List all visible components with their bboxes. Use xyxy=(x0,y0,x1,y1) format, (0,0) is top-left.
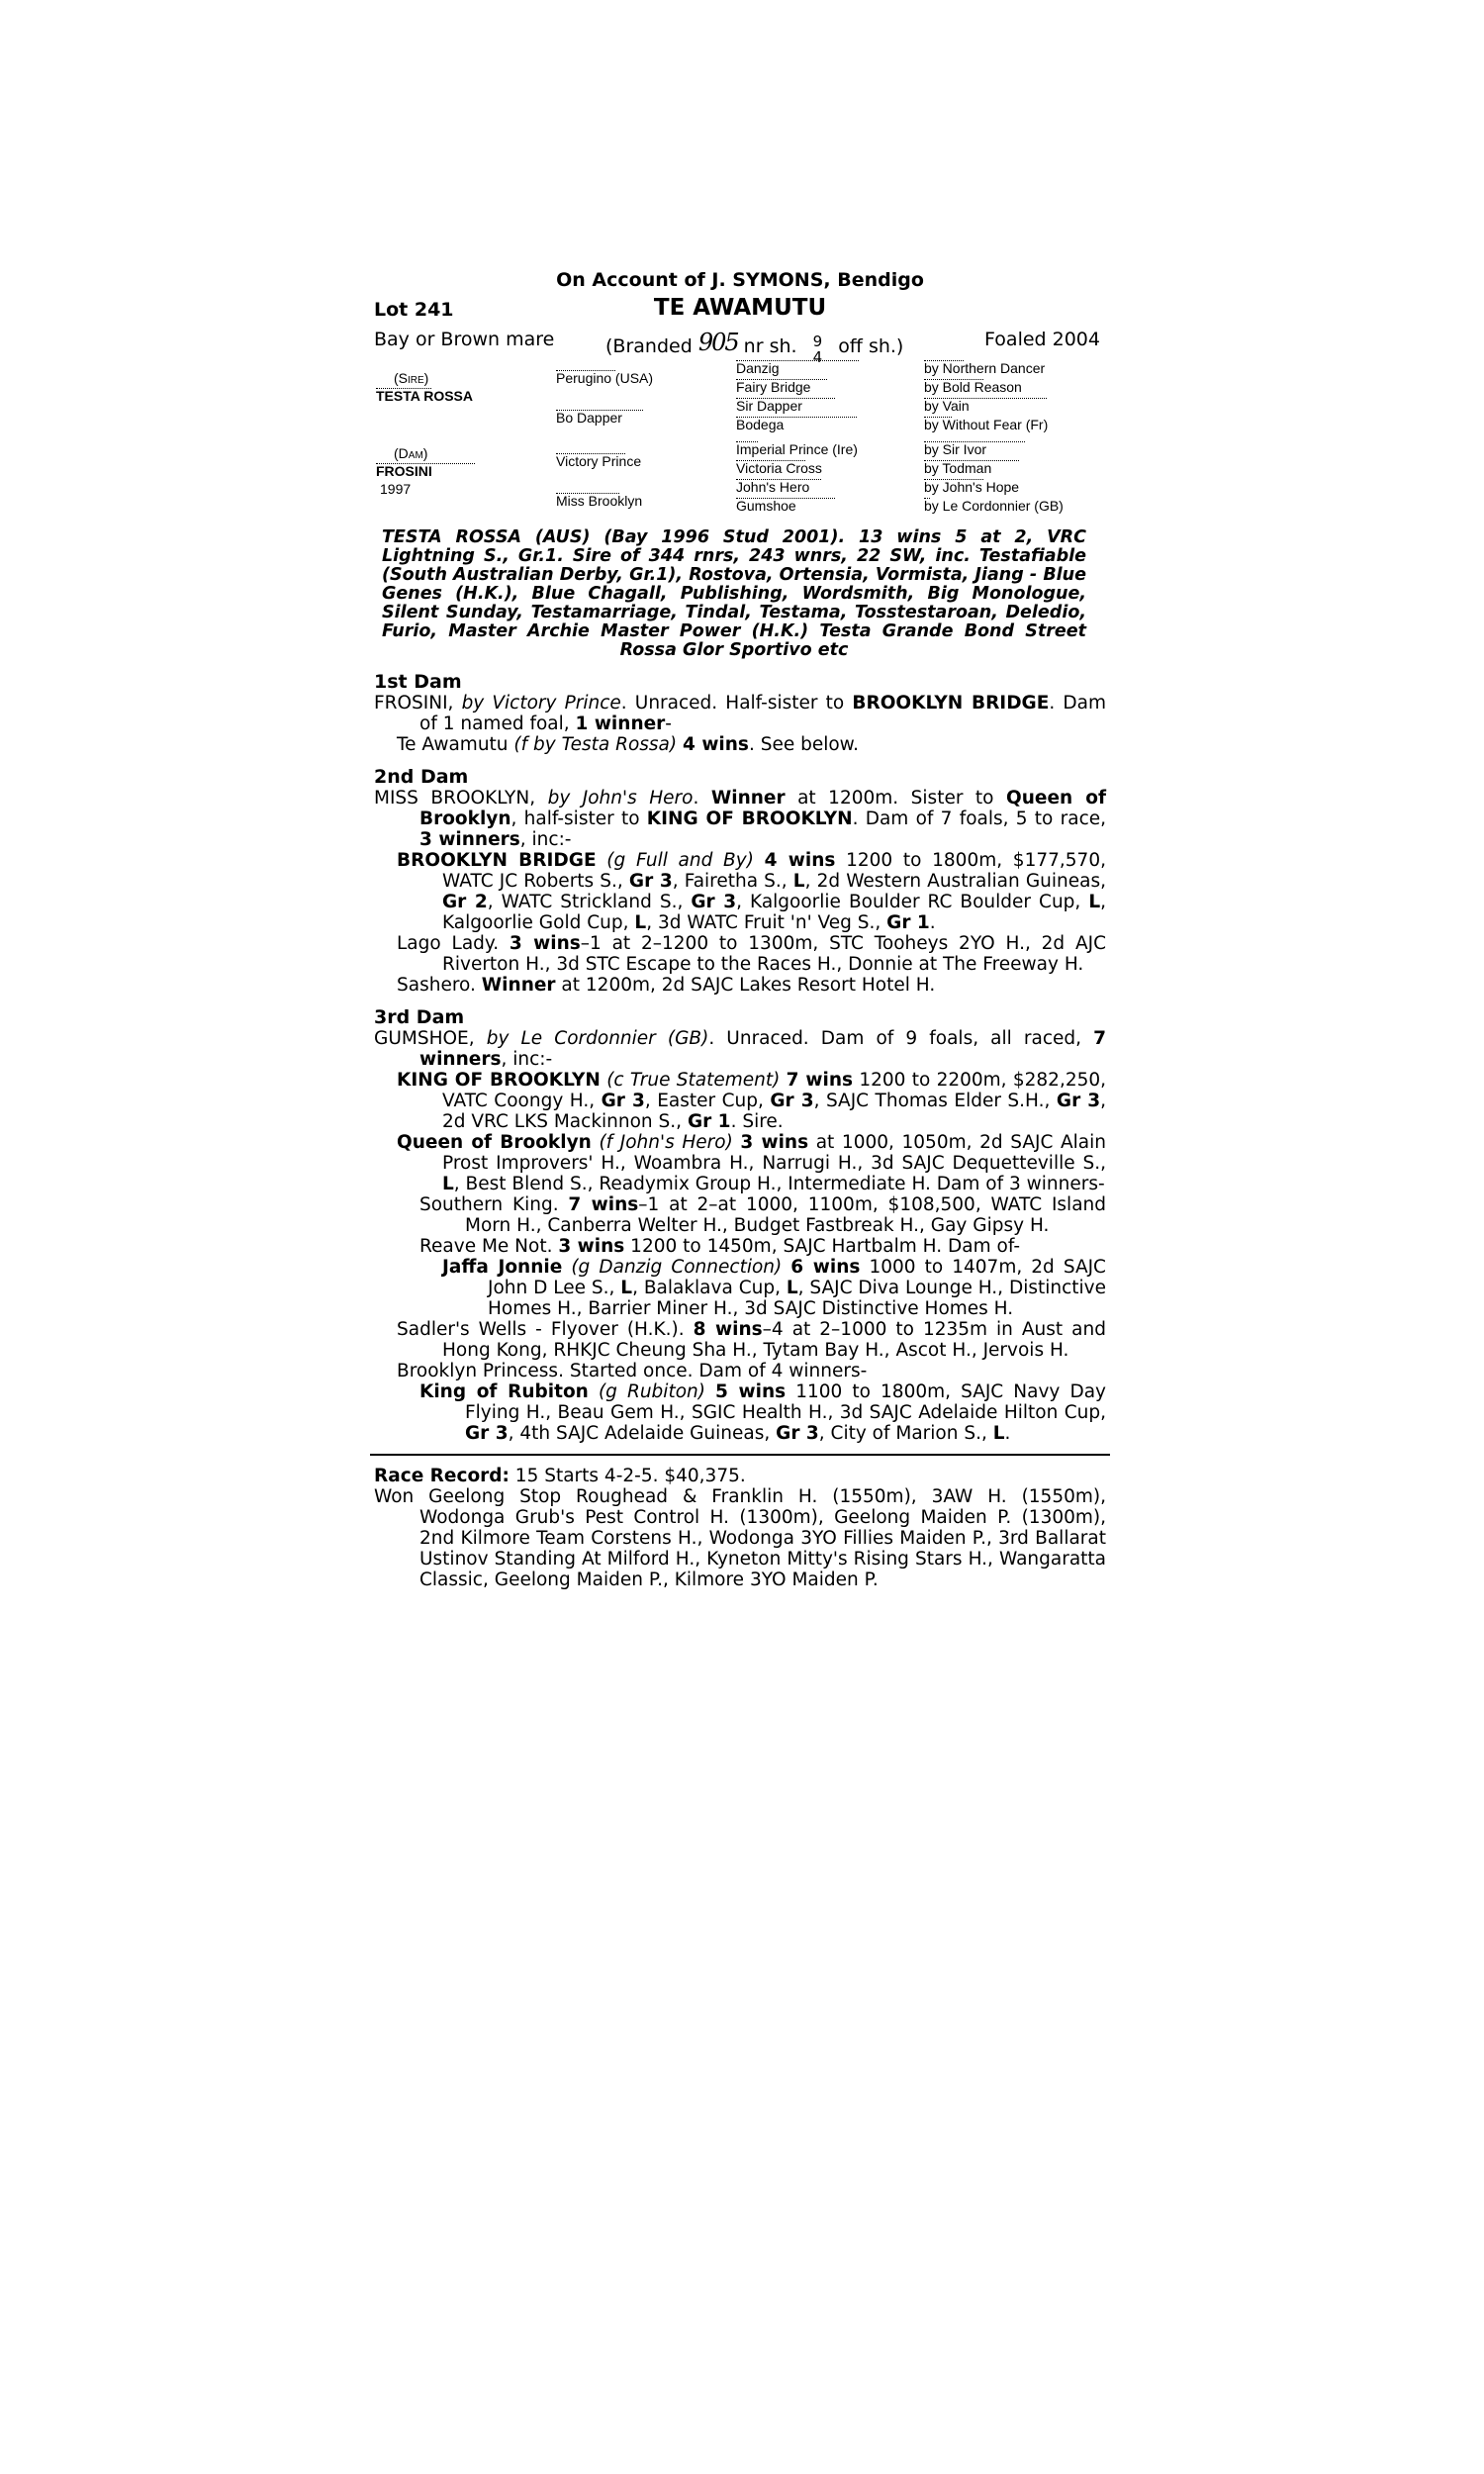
text-run: –1 at 2–at 1000, 1100m, $108,500, WATC Island Morn H., Canberra Welter H., Budget Fastbreak H., Gay Gipsy H. xyxy=(465,1194,1107,1236)
lot-number: Lot 241 xyxy=(374,299,454,321)
text-run: . xyxy=(929,912,936,933)
pedigree-table: (Sire) TESTA ROSSA (Dam) FROSINI 1997 Perugino (USA) Bo Dapper Victory Prince Miss Brooklyn Danzig Fairy Bridge Sir Dapper Bodega Imperial Prince (Ire) Victoria Cross John's Hero Gumshoe by Northern Dancer by Bold Reason by Vain by Without Fear (Fr) by Sir Ivor by Todman by John's Hope by Le Cordonnier (GB) xyxy=(376,360,1064,514)
text-run: L xyxy=(992,1423,1005,1444)
text-run: 8 wins xyxy=(693,1319,763,1340)
first-dam-heading: 1st Dam xyxy=(374,671,462,693)
text-run: , Fairetha S., xyxy=(672,871,793,892)
text-run: , SAJC Diva Lounge H., Distinctive Homes H., Barrier Miner H., 3d SAJC Distinctive Homes H. xyxy=(488,1278,1106,1319)
sex-colour: Bay or Brown mare xyxy=(374,329,555,350)
text-run: 1200 to 1450m, SAJC Hartbalm H. Dam of- xyxy=(624,1236,1021,1257)
text-run: , Kalgoorlie Gold Cup, xyxy=(442,892,1106,933)
third-dam-para xyxy=(374,1028,1106,1070)
text-run: 5 wins xyxy=(715,1381,787,1402)
third-dam-progeny-4 xyxy=(374,1236,1106,1257)
text-run: by John's Hero xyxy=(547,788,694,809)
third-dam-progeny-8 xyxy=(374,1381,1106,1444)
text-run: Gr 3 xyxy=(465,1423,509,1444)
lot-line xyxy=(374,295,1106,325)
text-run: Jaffa Jonnie xyxy=(442,1257,563,1278)
text-run: King of Rubiton xyxy=(419,1381,589,1402)
text-run: 7 wins xyxy=(568,1194,639,1215)
second-dam-progeny-2 xyxy=(374,933,1106,975)
text-run: . Sire. xyxy=(730,1111,784,1132)
text-run: , 4th SAJC Adelaide Guineas, xyxy=(508,1423,777,1444)
text-run: , WATC Strickland S., xyxy=(487,892,692,912)
text-run: , Kalgoorlie Boulder RC Boulder Cup, xyxy=(736,892,1089,912)
text-run: , City of Marion S., xyxy=(818,1423,993,1444)
brand-frac-top: 9 xyxy=(812,333,823,350)
text-run: . Unraced. Dam of 9 foals, all raced, xyxy=(708,1028,1094,1049)
text-run: L xyxy=(620,1278,633,1298)
text-run: at 1200m. Sister to xyxy=(785,788,1007,809)
text-run: 1000 to 1407m, 2d SAJC John D Lee S., xyxy=(488,1257,1106,1298)
text-run: , SAJC Thomas Elder S.H., xyxy=(813,1091,1057,1111)
vendor-line: On Account of J. SYMONS, Bendigo xyxy=(556,269,924,291)
description-line xyxy=(374,325,1106,366)
text-run: KING OF BROOKLYN xyxy=(397,1070,601,1091)
text-run: Reave Me Not. xyxy=(419,1236,559,1257)
second-dam-heading: 2nd Dam xyxy=(374,766,469,788)
text-run: 3 winners xyxy=(419,829,520,850)
third-dam-progeny-5 xyxy=(374,1257,1106,1319)
text-run: , 2d Western Australian Guineas, xyxy=(804,871,1107,892)
text-run: . Dam of 7 foals, 5 to race, xyxy=(852,809,1106,829)
text-run: , inc:- xyxy=(501,1049,553,1070)
text-run: 1200 to 2200m, $282,250, VATC Coongy H., xyxy=(442,1070,1107,1111)
text-run: , Easter Cup, xyxy=(644,1091,771,1111)
text-run: Gr 3 xyxy=(776,1423,819,1444)
text-run: L xyxy=(1088,892,1101,912)
text-run: (f John's Hero) xyxy=(599,1132,733,1153)
text-run: at 1200m, 2d SAJC Lakes Resort Hotel H. xyxy=(555,975,936,996)
third-dam-heading: 3rd Dam xyxy=(374,1006,465,1028)
text-run: Sadler's Wells - Flyover (H.K.). xyxy=(397,1319,694,1340)
brand-mark: 905 xyxy=(697,329,738,356)
sire-label: (Sire) xyxy=(394,370,429,386)
text-run: L xyxy=(792,871,805,892)
brand-prefix: (Branded xyxy=(605,335,693,357)
second-dam-para xyxy=(374,788,1106,850)
third-dam-progeny-1 xyxy=(374,1070,1106,1132)
text-run: 7 winners xyxy=(419,1028,1106,1070)
text-run: Gr 3 xyxy=(628,871,673,892)
foaled-year: Foaled 2004 xyxy=(984,329,1100,350)
text-run: . xyxy=(1004,1423,1011,1444)
text-run: L xyxy=(634,912,647,933)
text-run: GUMSHOE, xyxy=(374,1028,487,1049)
text-run: by Le Cordonnier (GB) xyxy=(486,1028,709,1049)
text-run: Winner xyxy=(710,788,786,809)
third-dam-progeny-6 xyxy=(374,1319,1106,1361)
text-run: –1 at 2–1200 to 1300m, STC Tooheys 2YO H., 2d AJC Riverton H., 3d STC Escape to the Races H., Donnie at The Freeway H. xyxy=(442,933,1106,975)
text-run: L xyxy=(786,1278,798,1298)
race-record-summary: Race Record: 15 Starts 4-2-5. $40,375. xyxy=(374,1466,746,1486)
text-run: BROOKLYN BRIDGE xyxy=(397,850,597,871)
text-run: 1100 to 1800m, SAJC Navy Day Flying H., Beau Gem H., SGIC Health H., 3d SAJC Adelaide Hilton Cup, xyxy=(465,1381,1106,1423)
horse-name: TE AWAMUTU xyxy=(653,295,827,321)
text-run: (g Full and By) xyxy=(606,850,754,871)
text-run: L xyxy=(442,1174,454,1194)
text-run: (g Danzig Connection) xyxy=(571,1257,783,1278)
text-run: 4 wins xyxy=(764,850,836,871)
text-run: 6 wins xyxy=(790,1257,861,1278)
dam-year: 1997 xyxy=(380,481,412,497)
text-run: KING OF BROOKLYN xyxy=(646,809,853,829)
text-run: 1200 to 1800m, $177,570, WATC JC Roberts S., xyxy=(442,850,1106,892)
text-run: Winner xyxy=(481,975,556,996)
dam-label: (Dam) xyxy=(394,445,428,461)
text-run xyxy=(562,1257,571,1278)
text-run: 3 wins xyxy=(740,1132,809,1153)
sire-summary: TESTA ROSSA (AUS) (Bay 1996 Stud 2001). 13 wins 5 at 2, VRC Lightning S., Gr.1. Sire of 344 rnrs, 243 wnrs, 22 SW, inc. Testafiable (South Australian Derby, Gr.1), Rostova, Ortensia, Vormista, Jiang - Blue Genes (H.K.), Blue Chagall, Publishing, Wordsmith, Big Monologue, Silent Sunday, Testamarriage, Tindal, Testama, Tosstestaroan, Deledio, Furio, Master Archie Master Power (H.K.) Testa Grande Bond Street Rossa Glor Sportivo etc xyxy=(382,527,1086,660)
brand-frac-bottom: 4 xyxy=(812,348,823,366)
text-run: Gr 3 xyxy=(691,892,737,912)
text-run: Gr 3 xyxy=(770,1091,814,1111)
text-run: , inc:- xyxy=(519,829,572,850)
race-record-section xyxy=(374,1466,1106,1590)
text-run: (c True Statement) xyxy=(606,1070,781,1091)
text-run: Brooklyn Princess. Started once. Dam of 4 winners- xyxy=(397,1361,868,1381)
text-run: at 1000, 1050m, 2d SAJC Alain Prost Improvers' H., Woambra H., Narrugi H., 3d SAJC Dequetteville S., xyxy=(442,1132,1106,1174)
race-record-detail: Won Geelong Stop Roughead & Franklin H. (1550m), 3AW H. (1550m), Wodonga Grub's Pest Control H. (1300m), Geelong Maiden P. (1300m), 2nd Kilmore Team Corstens H., Wodonga 3YO Fillies Maiden P., 3rd Ballarat Ustinov Standing At Milford H., Kyneton Mitty's Rising Stars H., Wangaratta Classic, Geelong Maiden P., Kilmore 3YO Maiden P. xyxy=(374,1486,1106,1590)
first-dam-section xyxy=(374,672,1106,755)
text-run: , 3d WATC Fruit 'n' Veg S., xyxy=(646,912,887,933)
text-run: , Balaklava Cup, xyxy=(632,1278,787,1298)
text-run: Lago Lady. xyxy=(397,933,510,954)
third-dam-progeny-3 xyxy=(374,1194,1106,1236)
text-run xyxy=(705,1381,715,1402)
text-run xyxy=(754,850,765,871)
brand-suffix: off sh.) xyxy=(838,335,904,357)
text-run: 7 wins xyxy=(786,1070,854,1091)
text-run xyxy=(597,850,607,871)
text-run xyxy=(782,1257,790,1278)
text-run: , 2d VRC LKS Mackinnon S., xyxy=(442,1091,1107,1132)
text-run: , half-sister to xyxy=(510,809,647,829)
text-run: (g Rubiton) xyxy=(598,1381,705,1402)
text-run: Gr 3 xyxy=(601,1091,645,1111)
text-run: Southern King. xyxy=(419,1194,569,1215)
second-dam-progeny-1 xyxy=(374,850,1106,933)
text-run: Gr 1 xyxy=(886,912,930,933)
third-dam-section xyxy=(374,1007,1106,1444)
text-run: 3 wins xyxy=(509,933,581,954)
first-dam-progeny: Te Awamutu (f by Testa Rossa) 4 wins. See below. xyxy=(397,734,859,755)
text-run: . xyxy=(693,788,711,809)
third-dam-progeny-2 xyxy=(374,1132,1106,1194)
section-divider xyxy=(370,1454,1110,1456)
text-run: Queen of Brooklyn xyxy=(397,1132,592,1153)
text-run: Queen of Brooklyn xyxy=(419,788,1106,829)
text-run: –4 at 2–1000 to 1235m in Aust and Hong Kong, RHKJC Cheung Sha H., Tytam Bay H., Ascot H., Jervois H. xyxy=(442,1319,1106,1361)
text-run: Sashero. xyxy=(397,975,482,996)
text-run: 3 wins xyxy=(558,1236,625,1257)
second-dam-section xyxy=(374,767,1106,996)
text-run: , Best Blend S., Readymix Group H., Intermediate H. Dam of 3 winners- xyxy=(453,1174,1105,1194)
text-run: Gr 3 xyxy=(1056,1091,1101,1111)
catalogue-page xyxy=(374,269,1106,1590)
text-run: MISS BROOKLYN, xyxy=(374,788,548,809)
first-dam-para: FROSINI, by Victory Prince. Unraced. Half-sister to BROOKLYN BRIDGE. Dam of 1 named foal, 1 winner- xyxy=(374,693,1106,734)
brand-mid: nr sh. xyxy=(743,335,797,357)
text-run: Gr 1 xyxy=(687,1111,731,1132)
third-dam-progeny-7 xyxy=(374,1361,1106,1381)
text-run xyxy=(589,1381,599,1402)
text-run: Gr 2 xyxy=(442,892,488,912)
second-dam-progeny-3 xyxy=(374,975,1106,996)
